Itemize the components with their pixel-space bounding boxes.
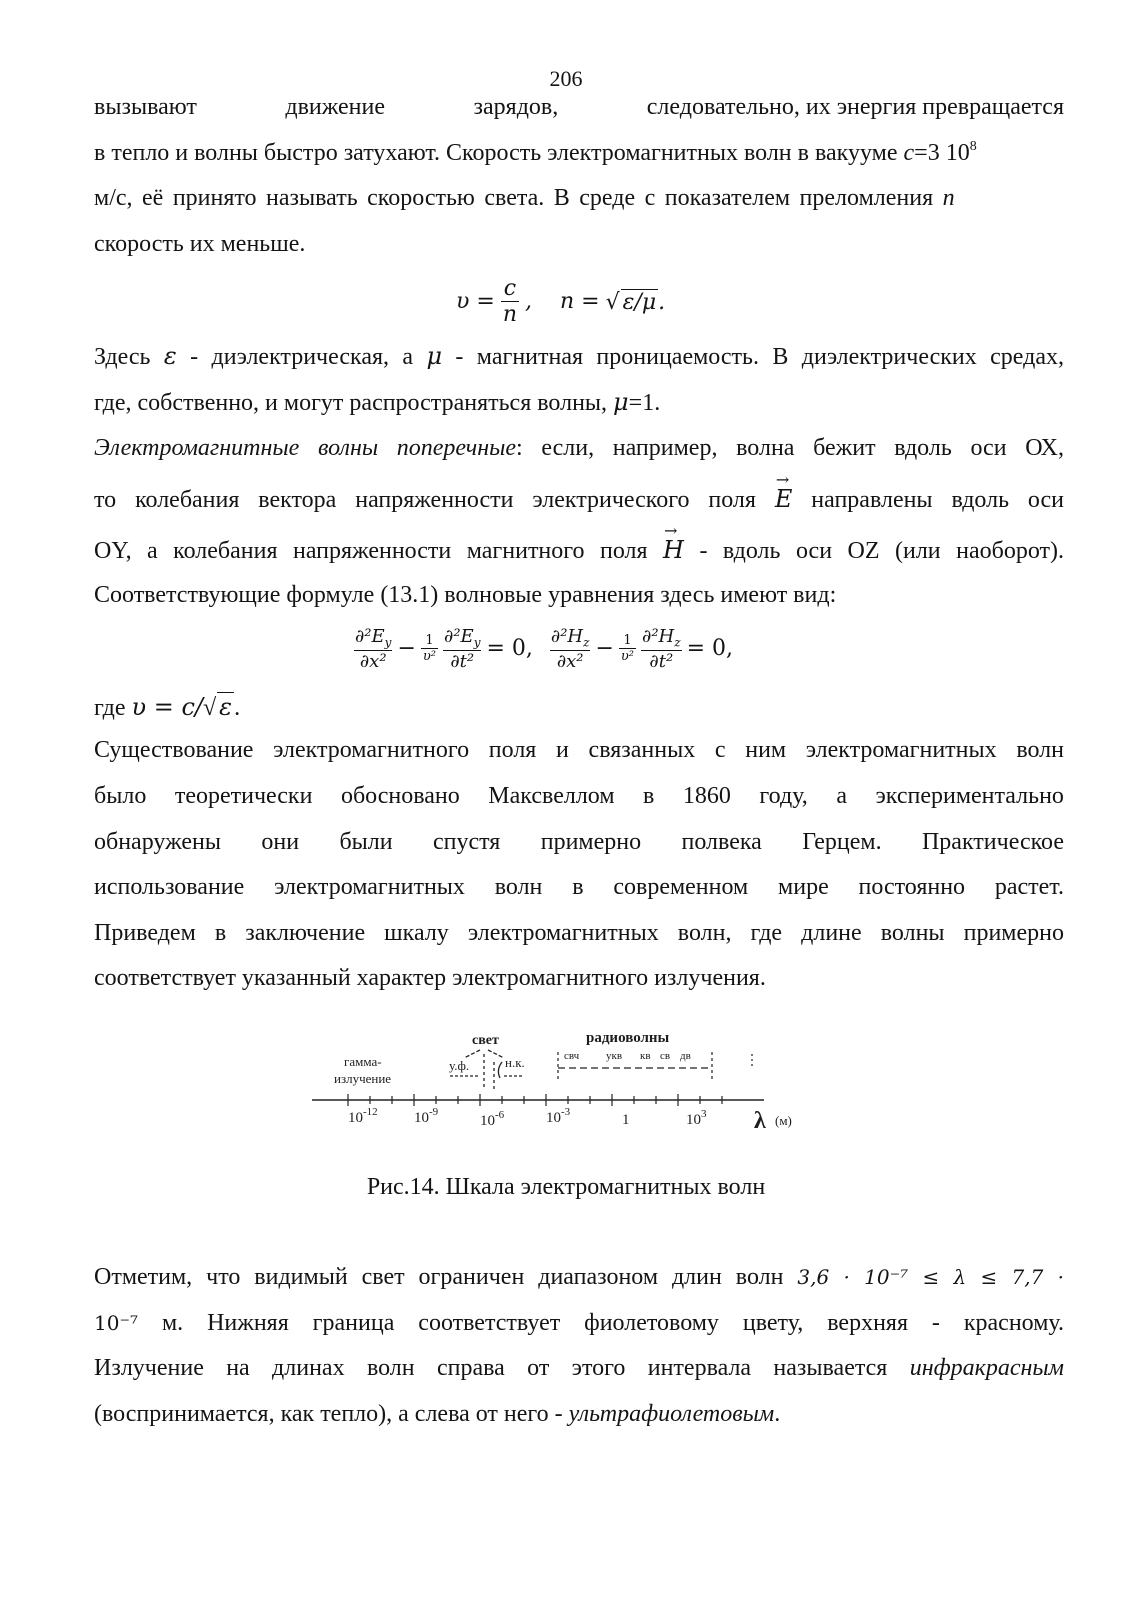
paragraph-line bbox=[94, 94, 1064, 121]
word: были bbox=[339, 829, 393, 855]
radicand: ε bbox=[219, 693, 233, 721]
denominator: ∂t² bbox=[641, 650, 682, 672]
figure-caption: Рис.14. Шкала электромагнитных волн bbox=[366, 1174, 766, 1200]
text: - диэлектрическая, а bbox=[176, 344, 427, 370]
word: волн bbox=[494, 874, 543, 900]
speed-symbol: c bbox=[903, 140, 915, 166]
unit-label: (м) bbox=[775, 1113, 792, 1128]
word: они bbox=[261, 829, 300, 855]
word: было bbox=[94, 783, 147, 809]
minus-sign: − bbox=[397, 636, 416, 662]
text: =3 10 bbox=[914, 140, 970, 166]
mu-symbol: μ bbox=[426, 342, 443, 370]
text: соответствует указанный характер электромагнитного излучения. bbox=[94, 965, 766, 991]
label-gamma: гамма- bbox=[344, 1054, 382, 1069]
text: - магнитная проницаемость. В диэлектрических средах, bbox=[442, 344, 1064, 370]
radical-sign: √ bbox=[605, 289, 620, 315]
fraction bbox=[619, 633, 636, 664]
word: постоянно bbox=[858, 874, 966, 900]
emphasis-text: Электромагнитные волны поперечные bbox=[94, 435, 517, 461]
paragraph-line bbox=[94, 388, 1064, 417]
text: Соответствующие формуле (13.1) волновые уравнения здесь имеют вид: bbox=[94, 582, 837, 608]
paragraph-line bbox=[94, 185, 1064, 212]
numerator: c bbox=[503, 276, 517, 301]
formula: 3,6 · 10⁻⁷ ≤ λ ≤ 7,7 · bbox=[797, 1265, 1064, 1289]
paragraph-line bbox=[94, 1355, 1064, 1382]
word: а bbox=[836, 783, 847, 809]
tick-label: $10^{-9}$ bbox=[414, 1106, 439, 1126]
numerator: $\partial^2H_z$ bbox=[642, 626, 681, 650]
tick-label: $10^{-12}$ bbox=[348, 1106, 378, 1126]
paragraph-line bbox=[94, 783, 1064, 810]
paragraph-line bbox=[94, 342, 1064, 371]
fraction bbox=[641, 626, 682, 672]
tick-label: 1 bbox=[622, 1112, 630, 1128]
paragraph-line bbox=[94, 485, 1064, 514]
fraction bbox=[550, 626, 591, 672]
fraction bbox=[443, 626, 481, 672]
word: современном bbox=[613, 874, 749, 900]
word: году, bbox=[759, 783, 808, 809]
e-field-vector: → E bbox=[775, 485, 793, 513]
label-radio-waves: радиоволны bbox=[586, 1030, 670, 1046]
numerator: $\partial^2H_z$ bbox=[550, 626, 590, 650]
denominator: ∂x² bbox=[354, 650, 392, 672]
text: в тепло и волны быстро затухают. Скорость электромагнитных волн в вакууме bbox=[94, 140, 904, 166]
mu-symbol: μ bbox=[613, 388, 629, 416]
numerator: 1 bbox=[425, 633, 434, 649]
epsilon-symbol: ε bbox=[163, 342, 177, 370]
word: полвека bbox=[681, 829, 762, 855]
text: где, собственно, и могут распространяться волны, bbox=[94, 390, 614, 416]
fraction bbox=[501, 276, 519, 327]
equals-zero: = 0, bbox=[486, 636, 533, 662]
word: обнаружены bbox=[94, 829, 221, 855]
period: . bbox=[774, 1401, 781, 1427]
paragraph-line bbox=[94, 965, 1064, 992]
tick-label: $10^{-6}$ bbox=[480, 1109, 505, 1129]
text: м. Нижняя граница соответствует фиолетовому цвету, верхняя - красному. bbox=[138, 1310, 1064, 1336]
radicand: ε/μ bbox=[622, 289, 657, 315]
paragraph-line bbox=[94, 692, 1064, 722]
text: - вдоль оси OZ (или наоборот). bbox=[683, 538, 1065, 564]
ir-bracket bbox=[498, 1062, 502, 1078]
word: движение bbox=[285, 94, 386, 120]
word: примерно bbox=[540, 829, 642, 855]
text: Приведем в заключение шкалу электромагнитных волн, где длине волны примерно bbox=[94, 920, 1064, 946]
paragraph-line bbox=[94, 920, 1064, 947]
word: обосновано bbox=[340, 783, 460, 809]
band-label: св bbox=[660, 1050, 671, 1062]
paragraph-line bbox=[94, 1264, 1064, 1291]
denominator: ∂t² bbox=[443, 650, 481, 672]
denominator: n bbox=[502, 302, 517, 327]
word: использование bbox=[94, 874, 245, 900]
text: : если, например, волна бежит вдоль оси ОХ, bbox=[516, 435, 1064, 461]
word: растет. bbox=[994, 874, 1064, 900]
text: Излучение на длинах волн справа от этого интервала называется bbox=[94, 1355, 910, 1381]
paragraph-line bbox=[94, 140, 1064, 167]
text: Отметим, что видимый свет ограничен диапазоном длин волн bbox=[94, 1264, 798, 1290]
paragraph-line bbox=[94, 829, 1064, 856]
text: =1. bbox=[628, 390, 661, 416]
emphasis-text: ультрафиолетовым bbox=[568, 1401, 775, 1427]
word: зарядов, bbox=[473, 94, 559, 120]
paragraph-line bbox=[94, 1401, 1064, 1428]
radical-sign: √ bbox=[203, 695, 217, 721]
equation-speed bbox=[456, 276, 665, 327]
text: (воспринимается, как тепло), а слева от него - bbox=[94, 1401, 569, 1427]
emphasis-text: инфракрасным bbox=[909, 1355, 1064, 1381]
word: спустя bbox=[432, 829, 501, 855]
paragraph-line bbox=[94, 737, 1064, 764]
band-label: дв bbox=[680, 1050, 691, 1062]
paragraph-line bbox=[94, 435, 1064, 462]
text: OY, а колебания напряженности магнитного поля bbox=[94, 538, 664, 564]
paragraph-line bbox=[94, 874, 1064, 901]
band-label: кв bbox=[640, 1050, 651, 1062]
word: вызывают bbox=[94, 94, 197, 120]
word: в bbox=[572, 874, 584, 900]
text: Существование электромагнитного поля и связанных с ним электромагнитных волн bbox=[94, 737, 1064, 763]
paragraph-line bbox=[94, 1310, 1064, 1337]
period: . bbox=[658, 289, 666, 315]
label-light: свет bbox=[472, 1033, 499, 1048]
text: скорость их меньше. bbox=[94, 231, 306, 257]
denominator: υ² bbox=[422, 649, 437, 665]
word: Максвеллом bbox=[488, 783, 615, 809]
page-number: 206 bbox=[549, 66, 583, 91]
fraction bbox=[354, 626, 392, 672]
numerator: $\partial^2E_y$ bbox=[444, 626, 481, 650]
text: где bbox=[94, 695, 132, 721]
minus-sign: − bbox=[595, 636, 614, 662]
paragraph-line bbox=[94, 536, 1064, 565]
tick-label: $10^{-3}$ bbox=[546, 1106, 571, 1126]
eq-rhs: n = bbox=[559, 289, 600, 314]
equation-wave bbox=[354, 626, 733, 672]
word: в bbox=[643, 783, 655, 809]
word: электромагнитных bbox=[274, 874, 465, 900]
word: Герцем. bbox=[802, 829, 882, 855]
paragraph-line bbox=[94, 231, 1064, 258]
text: м/с, её принято называть скоростью света. В среде с показателем преломления bbox=[94, 185, 943, 211]
word: 1860 bbox=[682, 783, 731, 809]
word: следовательно, их энергия превращается bbox=[646, 94, 1064, 120]
numerator: 1 bbox=[623, 633, 632, 649]
band-label: укв bbox=[606, 1050, 623, 1062]
equals-zero: = 0, bbox=[686, 636, 733, 662]
text: Здесь bbox=[94, 344, 164, 370]
formula: 10⁻⁷ bbox=[94, 1311, 139, 1335]
label-gamma: излучение bbox=[334, 1071, 392, 1086]
formula: υ = c/ bbox=[131, 693, 203, 721]
denominator: ∂x² bbox=[550, 650, 591, 672]
index-symbol: n bbox=[942, 185, 955, 211]
word: экспериментально bbox=[875, 783, 1064, 809]
word: теоретически bbox=[174, 783, 313, 809]
label-uv: у.ф. bbox=[449, 1058, 470, 1073]
tick-label: $10^3$ bbox=[686, 1108, 707, 1128]
fraction bbox=[421, 633, 438, 664]
h-field-vector: → H bbox=[663, 536, 684, 564]
period: . bbox=[234, 695, 241, 721]
eq-lhs: υ = bbox=[456, 289, 495, 314]
paragraph-line bbox=[94, 582, 1064, 609]
band-label: свч bbox=[564, 1050, 580, 1062]
label-ir: н.к. bbox=[505, 1055, 525, 1070]
exponent: 8 bbox=[969, 139, 977, 154]
word: Практическое bbox=[921, 829, 1064, 855]
numerator: $\partial^2E_y$ bbox=[355, 626, 392, 650]
text: направлены вдоль оси bbox=[792, 487, 1065, 513]
word: мире bbox=[778, 874, 829, 900]
text: то колебания вектора напряженности электрического поля bbox=[94, 487, 775, 513]
separator: , bbox=[524, 289, 532, 314]
lambda-symbol: λ bbox=[754, 1108, 766, 1134]
denominator: υ² bbox=[620, 649, 635, 665]
em-wave-scale-figure bbox=[308, 1022, 828, 1142]
